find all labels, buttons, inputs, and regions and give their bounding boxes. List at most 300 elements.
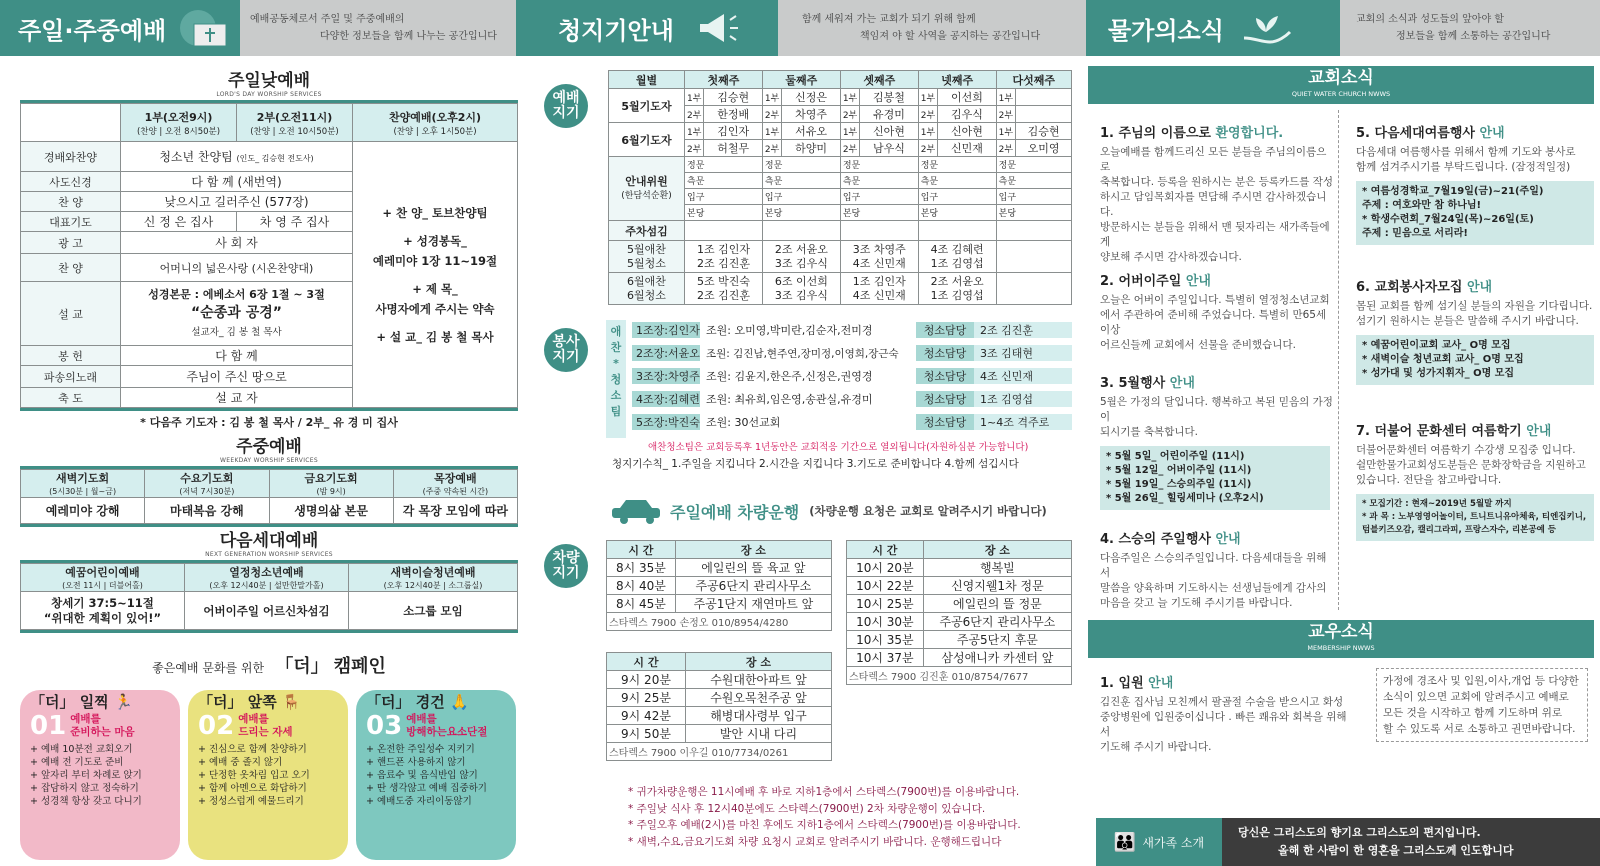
weekday-val: 생명의삶 본문 — [269, 498, 393, 524]
text-cell: 김진훈 집사님 모친께서 팔골절 수술을 받으시고 화성 — [1100, 696, 1344, 708]
row-value: 어머니의 넓은사랑 (시온찬양대) — [121, 254, 353, 282]
driver: 스타렉스 7900 이우길 010/7734/0261 — [607, 743, 832, 761]
footer-text — [1222, 824, 1600, 860]
kneeling-person-icon: 🙏 — [449, 693, 469, 711]
usher-label: 안내위원 — [625, 174, 668, 188]
team-row — [632, 343, 1072, 363]
nextgen-section — [20, 526, 518, 633]
header-left-sub-2: 다양한 정보들을 함께 나누는 공간입니다 — [320, 31, 497, 42]
news-item-6 — [1356, 276, 1594, 385]
week-head: 셋째주 — [840, 71, 918, 89]
header-right — [1086, 0, 1340, 56]
praise-line: + 설 교_ 김 봉 철 목사 — [376, 329, 494, 344]
footer-line2: 올해 한 사람이 한 영혼을 그리스도께 인도합니다 — [1278, 844, 1514, 857]
text-cell: 신영지웰1차 정문 — [923, 577, 1071, 595]
card-item: + 성경책 항상 갖고 다니기 — [30, 796, 142, 807]
prayer-name: 오미영 — [1016, 140, 1072, 157]
row-value: 사 회 자 — [121, 232, 353, 254]
prayer-name: 하양미 — [782, 140, 840, 157]
row-small: (인도_ 김승현 전도사) — [236, 154, 314, 163]
text-cell: 시 간 — [847, 541, 924, 559]
text-cell: 안내 — [1215, 532, 1241, 547]
card-item: + 단정한 옷차림 입고 오기 — [198, 770, 310, 781]
text-cell: 1~4조 격주로 — [974, 414, 1072, 430]
card-item: + 정성스럽게 예물드리기 — [198, 796, 304, 807]
sunday-title: 주일낮예배 — [227, 71, 311, 91]
weekday-col-sub: (5시30분 | 월~금) — [49, 487, 117, 496]
campaign-card-1: 「더」 일찍 🏃 01 예배를 준비하는 마음 + 예배 10분전 교회오기 + 예배 전 기도로 준비 + 앞자리 부터 차례로 앉기 + 잡담하지 않고 정숙하기 + 성경책 항상 갖고 다니기 — [20, 690, 180, 860]
nextgen-table — [20, 563, 518, 630]
card-item: + 예배도중 자리이동않기 — [366, 796, 472, 807]
row-value: 신 정 은 집사 — [121, 212, 237, 232]
text-cell: 해병대사령부 입구 — [685, 707, 831, 725]
text-cell: 2부 — [840, 106, 859, 123]
text-cell: 2조 김진훈 — [974, 322, 1072, 338]
text-cell: * 5월 19일_ 스승의주일 (11시) — [1106, 479, 1252, 490]
text-cell: 4조 신민재 — [852, 288, 906, 302]
text-cell: 8시 40분 — [607, 577, 676, 595]
text-cell: 4조 신민재 — [852, 256, 906, 270]
text-cell: 정문 — [762, 157, 840, 173]
text-cell: 2부 — [996, 106, 1015, 123]
text-cell: * 성가대 및 성가지휘자_ O명 모집 — [1362, 368, 1515, 379]
text-cell: 어르신들께 교회에서 선물을 준비했습니다. — [1100, 339, 1296, 351]
text-cell: 2부 — [996, 140, 1015, 157]
card-num: 02 — [198, 710, 235, 741]
prayer-name: 김승현 — [1016, 123, 1072, 140]
text-cell: 2조장:서윤오 — [632, 345, 700, 361]
news-item-2 — [1100, 270, 1336, 353]
row-value: 다 함 께 — [121, 346, 353, 366]
text-cell: 9시 20분 — [607, 671, 686, 689]
header-mid-sub-1: 함께 세워져 가는 교회가 되기 위해 함께 — [802, 14, 976, 25]
row-label: 축 도 — [21, 388, 121, 408]
text-cell: 기도해 주시기 바랍니다. — [1100, 741, 1212, 753]
parking-label: 주차섬김 — [609, 221, 685, 241]
team-note: 애찬청소팀은 교회등록후 1년동안은 교회적응 기간으로 열외됩니다(자원하심분 가능합니다) — [648, 442, 1029, 453]
text-cell: 행복빌 — [923, 559, 1071, 577]
campaign-card-2: 「더」 앞쪽 🪑 02 예배를 드리는 자세 + 진심으로 함께 찬양하기 + 예배 중 졸지 않기 + 단정한 옷차림 입고 오기 + 함께 아멘으로 화답하기 + 정성스럽게 예물드리기 — [188, 690, 348, 860]
text-cell: 삼성애니카 카센터 앞 — [923, 649, 1071, 667]
members-title: 교우소식 — [1308, 622, 1374, 642]
text-cell: 2조 김진훈 — [696, 288, 750, 302]
text-cell: 안내 — [1479, 126, 1505, 141]
text-cell: 말씀을 양육하며 기도하시는 선생님들에게 감사의 — [1100, 582, 1327, 594]
header-mid-title: 청지기안내 — [558, 16, 674, 45]
driver: 스타렉스 7900 김진훈 010/8754/7677 — [847, 667, 1072, 685]
car-note: * 주일오후 예배(2시)를 마친 후에도 지하1층에서 스타렉스(7900번)를 이용바랍니다. — [628, 819, 1021, 831]
members-subtitle: MEMBERSHIP NWWS — [1307, 644, 1375, 652]
text-cell: 몸된 교회를 함께 섬기실 분들의 자원을 기다립니다. — [1356, 300, 1593, 312]
text-cell: 주공5단지 후문 — [923, 631, 1071, 649]
text-cell: 3조 김우식 — [774, 256, 828, 270]
nextgen-subtitle: NEXT GENERATION WORSHIP SERVICES — [205, 551, 333, 558]
text-cell: 쉴만한물가교회성도분들은 문화장학금을 지원하고 — [1356, 459, 1586, 471]
text-cell: 3조 차영주 — [852, 242, 906, 256]
text-cell: 수원대한아파트 앞 — [685, 671, 831, 689]
news-banner — [1088, 66, 1594, 104]
campaign-card-3: 「더」 경건 🙏 03 예배를 방해하는요소단절 + 온전한 주일성수 지키기 + 핸드폰 사용하지 않기 + 음료수 및 음식반입 않기 + 딴 생각않고 예배 집중하기 + 예배도중 자리이동않기 — [356, 690, 516, 860]
news-title: 교회소식 — [1308, 68, 1374, 88]
header-mid-sub — [778, 0, 1086, 56]
car-note: * 귀가차량운행은 11시예배 후 바로 지하1층에서 스타렉스(7900번)를 이용바랍니다. — [628, 786, 1020, 798]
text-cell: 청소담당 — [916, 414, 974, 430]
weekday-subtitle: WEEKDAY WORSHIP SERVICES — [220, 457, 318, 464]
car-notes — [628, 784, 1021, 850]
praise-line: 사명자에게 주시는 약속 — [375, 301, 495, 316]
card-item: + 핸드폰 사용하지 않기 — [366, 757, 466, 768]
praise-line: + 찬 양_ 토브찬양팀 — [382, 205, 488, 220]
prayer-name: 서유오 — [782, 123, 840, 140]
header-right-sub-1: 교회의 소식과 성도들의 앞아야 할 — [1356, 14, 1504, 25]
row-value: 주님이 주신 땅으로 — [121, 366, 353, 388]
text-cell: 소식이 있으면 교회에 알려주시고 예배로 — [1383, 691, 1569, 703]
prayer-name: 남우식 — [860, 140, 918, 157]
text-cell: 측문 — [762, 173, 840, 189]
text-cell: 있습니다. 전단을 참고바랍니다. — [1356, 474, 1502, 486]
text-cell: 1부 — [840, 123, 859, 140]
text-cell: 본당 — [685, 205, 763, 221]
card-t2: 방해하는요소단절 — [406, 726, 488, 738]
row-value: 설 교 자 — [121, 388, 353, 408]
text-cell: 4조장:김혜련 — [632, 391, 700, 407]
text-cell: * 5월 12일_ 어버이주일 (11시) — [1106, 465, 1252, 476]
usher-sub: (한담석순환) — [621, 190, 672, 201]
text-cell: 2부 — [762, 140, 781, 157]
text-cell: 1조 김인자 — [696, 242, 750, 256]
text-cell: 오늘예배를 함께드리신 모든 분들을 주님의이름으로 — [1100, 146, 1327, 173]
campaign-post: 캠페인 — [333, 656, 386, 677]
text-cell: 본당 — [840, 205, 918, 221]
prayer-name: 신아현 — [938, 123, 996, 140]
text-cell: 1부 — [685, 89, 704, 106]
text-cell: 5조 박진숙 — [696, 274, 750, 288]
col-3-sub: (찬양 | 오후 1시50분) — [393, 126, 477, 137]
pill-service: 봉사 지기 — [544, 328, 588, 372]
news-item-5 — [1356, 122, 1594, 245]
car-sub: (차량운행 요청은 교회로 알려주시기 바랍니다) — [809, 504, 1047, 518]
sermon-text: 성경본문 : 에베소서 6장 1절 ~ 3절 — [148, 288, 325, 301]
text-cell: 2부 — [918, 140, 937, 157]
header-left-sub — [240, 0, 516, 56]
card-num: 01 — [30, 710, 67, 741]
text-cell: 정문 — [918, 157, 996, 173]
text-cell: 할 수 있도록 서로 소통하고 권면바랍니다. — [1383, 723, 1576, 735]
text-cell: 1부 — [996, 123, 1015, 140]
text-cell: 1부 — [762, 123, 781, 140]
text-cell: 안내 — [1526, 424, 1552, 439]
card-item: + 딴 생각않고 예배 집중하기 — [366, 783, 487, 794]
text-cell: 입구 — [840, 189, 918, 205]
text-cell: * 모집기간 : 현재~2019년 5월말 까지 — [1362, 499, 1512, 509]
text-cell: 1부 — [918, 123, 937, 140]
card-t2: 준비하는 마음 — [70, 726, 135, 738]
card-t2: 드리는 자세 — [238, 726, 293, 738]
prayer-name: 허철무 — [704, 140, 762, 157]
prayer-name: 유경미 — [860, 106, 918, 123]
text-cell: 3조 김태현 — [974, 345, 1072, 361]
text-cell: 2부 — [918, 106, 937, 123]
route-table-1 — [606, 540, 832, 631]
prayer-name: 김인자 — [704, 123, 762, 140]
campaign-pre: 좋은예배 문화를 위한 — [152, 661, 265, 675]
text-cell: 정문 — [996, 157, 1071, 173]
text-cell: 5월애찬 — [627, 242, 666, 256]
text-cell: 안내 — [1148, 676, 1174, 691]
week-head: 첫째주 — [685, 71, 763, 89]
text-cell: * 새벽이슬 청년교회 교사_ O명 모집 — [1362, 354, 1524, 365]
text-cell: 6조 이선희 — [774, 274, 828, 288]
news-box — [1100, 446, 1330, 510]
col-1-sub: (찬양 | 오전 8시50분) — [136, 126, 221, 137]
campaign-logo: 「더」 — [275, 656, 329, 677]
row-label: 파송의노래 — [21, 366, 121, 388]
text-cell: 9시 42분 — [607, 707, 686, 725]
week-head: 넷째주 — [918, 71, 996, 89]
sermon-preacher: 설교자_ 김 봉 철 목사 — [191, 327, 282, 338]
col-2-sub: (찬양 | 오전 10시50분) — [250, 126, 339, 137]
sunday-header-row — [21, 104, 518, 142]
text-cell: 장 소 — [685, 653, 831, 671]
text-cell: 환영합니다. — [1215, 126, 1284, 141]
car-title-row — [608, 498, 1047, 524]
car-note: * 새벽,수요,금요기도회 차량 요청시 교회로 알려주시기 바랍니다. 운행해드립니다 — [628, 835, 1002, 848]
text-cell: 발안 시내 다리 — [685, 725, 831, 743]
text-cell: 측문 — [840, 173, 918, 189]
text-cell: 1조 김인자 — [852, 274, 906, 288]
text-cell: 1. 주님의 이름으로 — [1100, 126, 1216, 141]
next-prayer: * 다음주 기도자 : 김 봉 철 목사 / 2부_ 유 경 미 집사 — [140, 416, 398, 429]
pill-worship: 예배 지기 — [544, 84, 588, 128]
text-cell: 다음주일은 스승의주일입니다. 다음세대들을 위해서 — [1100, 552, 1327, 579]
footer-line1: 당신은 그리스도의 향기요 그리스도의 편지입니다. — [1238, 826, 1481, 839]
car-note: * 주일낮 식사 후 12시40분에도 스타렉스(7900번) 2차 차량운행이 있습니다. — [628, 802, 986, 815]
header-mid-sub-2: 책임져 야 할 사역을 공지하는 공간입니다 — [860, 31, 1041, 42]
text-cell: 정문 — [840, 157, 918, 173]
text-cell: 청소담당 — [916, 391, 974, 407]
text-cell: 조원: 최유희,임은영,송관실,유경미 — [706, 393, 873, 406]
family-icon: 👪 — [1113, 831, 1137, 853]
text-cell: 3조 김우식 — [774, 288, 828, 302]
card-head: 일찍 — [79, 693, 109, 711]
footer-label-box — [1096, 818, 1222, 866]
text-cell: * 5월 5일_ 어린이주일 (11시) — [1106, 451, 1245, 462]
text-cell: 마음을 갖고 늘 기도해 주시기를 바랍니다. — [1100, 597, 1293, 609]
text-cell: 4조 김혜련 — [930, 242, 984, 256]
text-cell: 1부 — [685, 123, 704, 140]
members-banner — [1088, 620, 1594, 658]
prayer-name: 한정배 — [704, 106, 762, 123]
text-cell: 5월청소 — [627, 256, 666, 270]
text-cell: 10시 25분 — [847, 595, 924, 613]
text-cell: 주공6단지 관리사무소 — [923, 613, 1071, 631]
text-cell: 주제 : 믿음으로 서리라! — [1362, 228, 1468, 239]
text-cell: 더불어문화센터 여름학기 수강생 모집중 입니다. — [1356, 444, 1576, 456]
text-cell: 1조 김영섭 — [930, 288, 984, 302]
header-left-sub-1: 예배공동체로서 주일 및 주중예배의 — [250, 14, 405, 25]
text-cell: 2부 — [685, 140, 704, 157]
driver: 스타렉스 7900 손정오 010/8954/4280 — [607, 613, 832, 631]
seated-person-icon: 🪑 — [281, 693, 301, 711]
weekday-col-sub: (주중 약속된 시간) — [422, 487, 489, 496]
car-title: 주일예배 차량운행 — [670, 502, 800, 522]
weekday-val: 각 목장 모임에 따라 — [393, 498, 517, 524]
card-item: + 함께 아멘으로 화답하기 — [198, 783, 307, 794]
row-label: 설 교 — [21, 282, 121, 346]
text-cell: 조원: 김진남,현주연,장미정,이영희,장근숙 — [706, 347, 899, 360]
text-cell: 10시 37분 — [847, 649, 924, 667]
weekday-col-name: 새벽기도회 — [56, 472, 110, 485]
text-cell: 1조 김영섭 — [974, 391, 1072, 407]
text-cell: 6월청소 — [627, 288, 666, 302]
footer-label: 새가족 소개 — [1142, 835, 1205, 850]
header-left — [0, 0, 240, 56]
text-cell: 1. 입원 — [1100, 676, 1149, 691]
weekday-col-name: 금요기도회 — [304, 472, 358, 485]
text-cell: 안내 — [1185, 274, 1211, 289]
card-t1: 예배를 — [406, 713, 437, 725]
nextgen-col-name: 열정청소년예배 — [229, 566, 304, 579]
week-head: 월별 — [609, 71, 685, 89]
card-t1: 예배를 — [70, 713, 101, 725]
prayer-name — [1016, 89, 1072, 106]
card-num: 03 — [366, 710, 403, 741]
row-label: 봉 헌 — [21, 346, 121, 366]
text-cell: 입구 — [918, 189, 996, 205]
text-cell: 텀블키즈오감, 캘리그라피, 프랑스자수, 리본공예 등 — [1362, 525, 1556, 535]
text-cell: 조원: 김윤지,한은주,신정은,권영경 — [706, 370, 873, 383]
bible-globe-icon — [174, 6, 230, 50]
text-cell: 5조장:박진숙 — [632, 414, 700, 430]
megaphone-icon — [690, 6, 740, 50]
sunday-section — [20, 66, 518, 430]
text-cell: 에일린의 뜰 육교 앞 — [675, 559, 831, 577]
row-value: 낮으시고 길러주신 (577장) — [121, 192, 353, 212]
card-item: + 잡담하지 않고 정숙하기 — [30, 783, 139, 794]
praise-line: + 제 목_ — [412, 281, 458, 296]
card-item: + 진심으로 함께 찬양하기 — [198, 744, 307, 755]
text-cell: 주공6단지 관리사무소 — [675, 577, 831, 595]
text-cell: 10시 20분 — [847, 559, 924, 577]
weekday-col-name: 목장예배 — [434, 472, 477, 485]
text-cell: 1부 — [762, 89, 781, 106]
prayer-name: 차영주 — [782, 106, 840, 123]
card-head: 앞쪽 — [247, 693, 277, 711]
text-cell: 입구 — [996, 189, 1071, 205]
text-cell: * 여름성경학교_7월19일(금)~21(주일) — [1362, 186, 1544, 197]
card-head: 경건 — [415, 693, 445, 711]
text-cell: 청소담당 — [916, 368, 974, 384]
text-cell: 안내 — [1466, 280, 1493, 295]
text-cell: 섬기기 원하시는 분들은 말씀해 주시기 바랍니다. — [1356, 315, 1579, 327]
route-table-2 — [606, 652, 832, 761]
weekday-val: 예레미야 강해 — [21, 498, 145, 524]
row-value2: 차 영 주 집사 — [237, 212, 353, 232]
card-item: + 음료수 및 음식반입 않기 — [366, 770, 478, 781]
member-item-1 — [1100, 672, 1352, 755]
news-box — [1356, 181, 1594, 245]
team-row — [632, 389, 1072, 409]
news-item-1 — [1100, 122, 1336, 265]
text-cell: * 5월 26일_ 힐링세미나 (오후2시) — [1106, 493, 1264, 504]
team-row — [632, 366, 1072, 386]
text-cell: 축복합니다. 등록을 원하시는 분은 등록카드를 작성 — [1100, 176, 1334, 188]
praise-cell — [353, 142, 518, 408]
text-cell: 5월은 가정의 달입니다. 행복하고 복된 믿음의 가정이 — [1100, 396, 1333, 423]
row-label: 대표기도 — [21, 212, 121, 232]
header-mid — [516, 0, 778, 56]
row-label: 경배와찬양 — [21, 142, 121, 172]
praise-line: 예레미야 1장 11~19절 — [372, 253, 498, 268]
text-cell: 1조 김영섭 — [930, 256, 984, 270]
text-cell: 1부 — [918, 89, 937, 106]
text-cell: * 예꿈어린이교회 교사_ O명 모집 — [1362, 340, 1511, 351]
nextgen-val: 소그룹 모임 — [349, 592, 518, 630]
sermon-title: “순종과 공경” — [191, 305, 282, 321]
team-label: 애 찬 * 청 소 팀 — [606, 320, 626, 438]
nextgen-val2: “위대한 계획이 있어!” — [43, 610, 162, 625]
weekday-val: 마태복음 강해 — [145, 498, 269, 524]
text-cell: 입구 — [685, 189, 763, 205]
text-cell: 오늘은 어버이 주일입니다. 특별히 열정청소년교회 — [1100, 294, 1330, 306]
prayer-name: 김승현 — [704, 89, 762, 106]
text-cell: 4. 스승의 주일행사 — [1100, 532, 1216, 547]
text-cell: 8시 35분 — [607, 559, 676, 577]
row-label: 찬 양 — [21, 254, 121, 282]
weekday-table — [20, 469, 518, 524]
text-cell: 청소담당 — [916, 322, 974, 338]
card-item: + 예배 10분전 교회오기 — [30, 744, 133, 755]
news-item-4 — [1100, 528, 1336, 611]
text-cell: 1부 — [840, 89, 859, 106]
text-cell: 9시 50분 — [607, 725, 686, 743]
news-item-7 — [1356, 420, 1594, 541]
praise-line: + 성경봉독_ — [403, 233, 467, 248]
nextgen-val: 어버이주일 어르신차섬김 — [185, 592, 349, 630]
prayer-name: 신아현 — [860, 123, 918, 140]
footer — [1096, 818, 1600, 866]
text-cell: 2. 어버이주일 — [1100, 274, 1186, 289]
text-cell: 하시고 담임목회자를 면담해 주시면 감사하겠습니다. — [1100, 191, 1327, 218]
text-cell: 3. 5월행사 — [1100, 376, 1170, 391]
header-right-sub-2: 정보들을 함께 소통하는 공간입니다 — [1396, 31, 1551, 42]
row-label: 사도신경 — [21, 172, 121, 192]
text-cell: 2조 김진훈 — [696, 256, 750, 270]
text-cell: 정문 — [685, 157, 763, 173]
text-cell: 주제 : 여호와만 참 하나님! — [1362, 200, 1482, 211]
text-cell: 청소담당 — [916, 345, 974, 361]
nextgen-col-sub: (오후 12시40분 | 소그룹실) — [383, 581, 483, 590]
runner-icon: 🏃 — [113, 693, 133, 711]
weekday-col-name: 수요기도회 — [180, 472, 234, 485]
text-cell: 중앙병원에 입원중이십니다 . 빠른 쾌유와 회복을 위해서 — [1100, 711, 1347, 738]
prayer-name: 신정은 — [782, 89, 840, 106]
news-item-3 — [1100, 372, 1336, 510]
text-cell: 주공1단지 재연마트 앞 — [675, 595, 831, 613]
text-cell: 2부 — [840, 140, 859, 157]
card-item: + 예배 전 기도로 준비 — [30, 757, 124, 768]
news-subtitle: QUIET WATER CHURCH NWWS — [1291, 90, 1391, 98]
text-cell: 2부 — [762, 106, 781, 123]
nextgen-col-name: 새벽이슬청년예배 — [390, 566, 476, 579]
text-cell: 함께 섬겨주시기를 부탁드립니다. (잠정적일정) — [1356, 161, 1571, 173]
text-cell: 다음세대 여름행사를 위해서 함께 기도와 봉사로 — [1356, 146, 1576, 158]
text-cell: 에일린의 뜰 정문 — [923, 595, 1071, 613]
news-box — [1356, 494, 1594, 541]
row-label: 광 고 — [21, 232, 121, 254]
text-cell: 측문 — [685, 173, 763, 189]
sunday-subtitle: LORD'S DAY WORSHIP SERVICES — [216, 91, 322, 98]
